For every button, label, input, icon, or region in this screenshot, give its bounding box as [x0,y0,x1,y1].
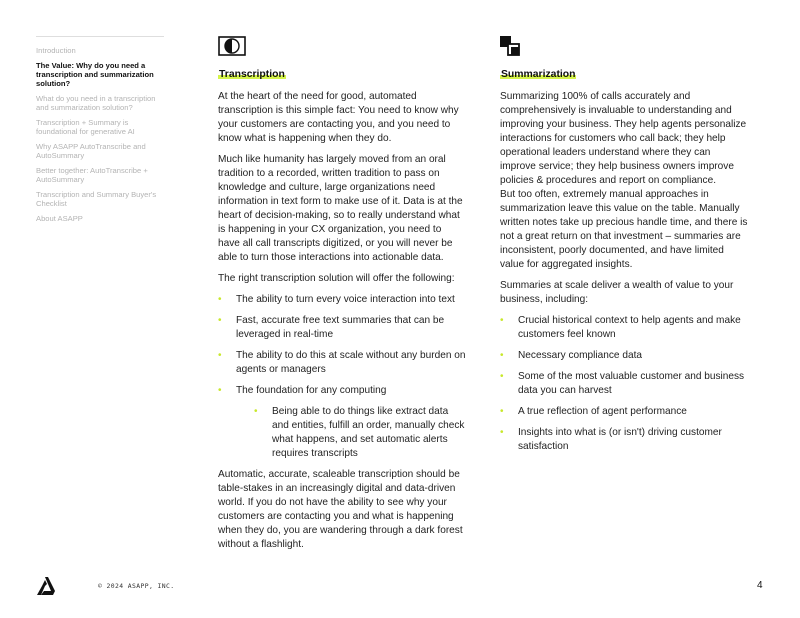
sidebar-item-buyers-checklist[interactable]: Transcription and Summary Buyer's Checklist [36,190,157,208]
sidebar-nav [36,36,164,229]
half-circle-square-icon [218,36,246,56]
transcription-paragraph-1: At the heart of the need for good, automated transcription is this simple fact: You need to know why your customers are contacting you, and you need to know what is happening when they do. [218,91,459,144]
transcription-paragraph-2: Much like humanity has largely moved from an oral tradition to a recorded, written tradition to pass on knowledge and culture, large organizations need information in text form to make use of it. Data is at the heart of decision-making, so to really understand what is happening in your CX organization, you need to have all call transcripts digitized, or you will never be able to turn those interactions into actionable data. [218,154,463,263]
summarization-bullet-list [500,314,748,454]
summarization-heading [500,69,576,81]
list-item: • A true reflection of agent performance [500,405,748,419]
summarization-heading-text: Summarization [501,69,576,80]
sidebar-item-generative-ai[interactable]: Transcription + Summary is foundational for generative AI [36,118,135,136]
list-item: • Crucial historical context to help agents and make customers feel known [500,314,748,342]
sidebar-item-the-value[interactable]: The Value: Why do you need a transcription and summarization solution? [36,61,154,88]
sub-list-item: • Being able to do things like extract data and entities, fulfill an order, manually check what happens, and set automatic alerts requires transcripts [254,405,466,461]
stacked-squares-icon [500,36,528,56]
transcription-bullet-list [218,293,466,461]
sidebar-item-what-do-you-need[interactable]: What do you need in a transcription and summarization solution? [36,94,156,112]
copyright-text: © 2024 ASAPP, INC. [98,582,175,590]
summarization-section [500,36,748,461]
list-item: • Some of the most valuable customer and business data you can harvest [500,370,748,398]
list-item: • Fast, accurate free text summaries that can be leveraged in real-time [218,314,466,342]
list-item: • Insights into what is (or isn't) driving customer satisfaction [500,426,748,454]
summarization-paragraph-1: Summarizing 100% of calls accurately and comprehensively is invaluable to understanding and improving your business. They help agents personalize interactions for customers who call back; they help operational leaders understand where they can improve service; they help business owners improve policies & procedures and report on compliance. [500,91,747,186]
transcription-paragraph-3: The right transcription solution will offer the following: [218,273,455,284]
list-item-text: The foundation for any computing [236,385,387,396]
transcription-sub-bullet-list [236,405,466,461]
sidebar-item-about-asapp[interactable]: About ASAPP [36,214,83,223]
transcription-section [218,36,466,559]
summarization-paragraph-2: Summaries at scale deliver a wealth of value to your business, including: [500,280,734,305]
asapp-logo-icon[interactable] [36,576,56,596]
list-item: • The ability to do this at scale without any burden on agents or managers [218,349,466,377]
sidebar-item-introduction[interactable]: Introduction [36,46,76,55]
page-number: 4 [757,580,763,591]
list-item [218,384,466,461]
sidebar-item-better-together[interactable]: Better together: AutoTranscribe + AutoSummary [36,166,148,184]
transcription-paragraph-4: Automatic, accurate, scaleable transcription should be table-stakes in an increasingly digital and data-driven world. If you do not have the ability to see why your customers are contacting you and what is happening when they do, you are wandering through a dark forest without a flashlight. [218,469,463,550]
sidebar-item-why-asapp[interactable]: Why ASAPP AutoTranscribe and AutoSummary [36,142,146,160]
transcription-heading-text: Transcription [219,69,285,80]
list-item: • Necessary compliance data [500,349,748,363]
list-item: • The ability to turn every voice interaction into text [218,293,466,307]
summarization-paragraph-1b: But too often, extremely manual approaches in summarization leave this value on the table. Manually written notes take up precious handle time, and there is not a great return on that investment – summaries are inconsistent, poorly documented, and have limited value for aggregated insights. [500,189,748,270]
transcription-heading [218,69,286,81]
